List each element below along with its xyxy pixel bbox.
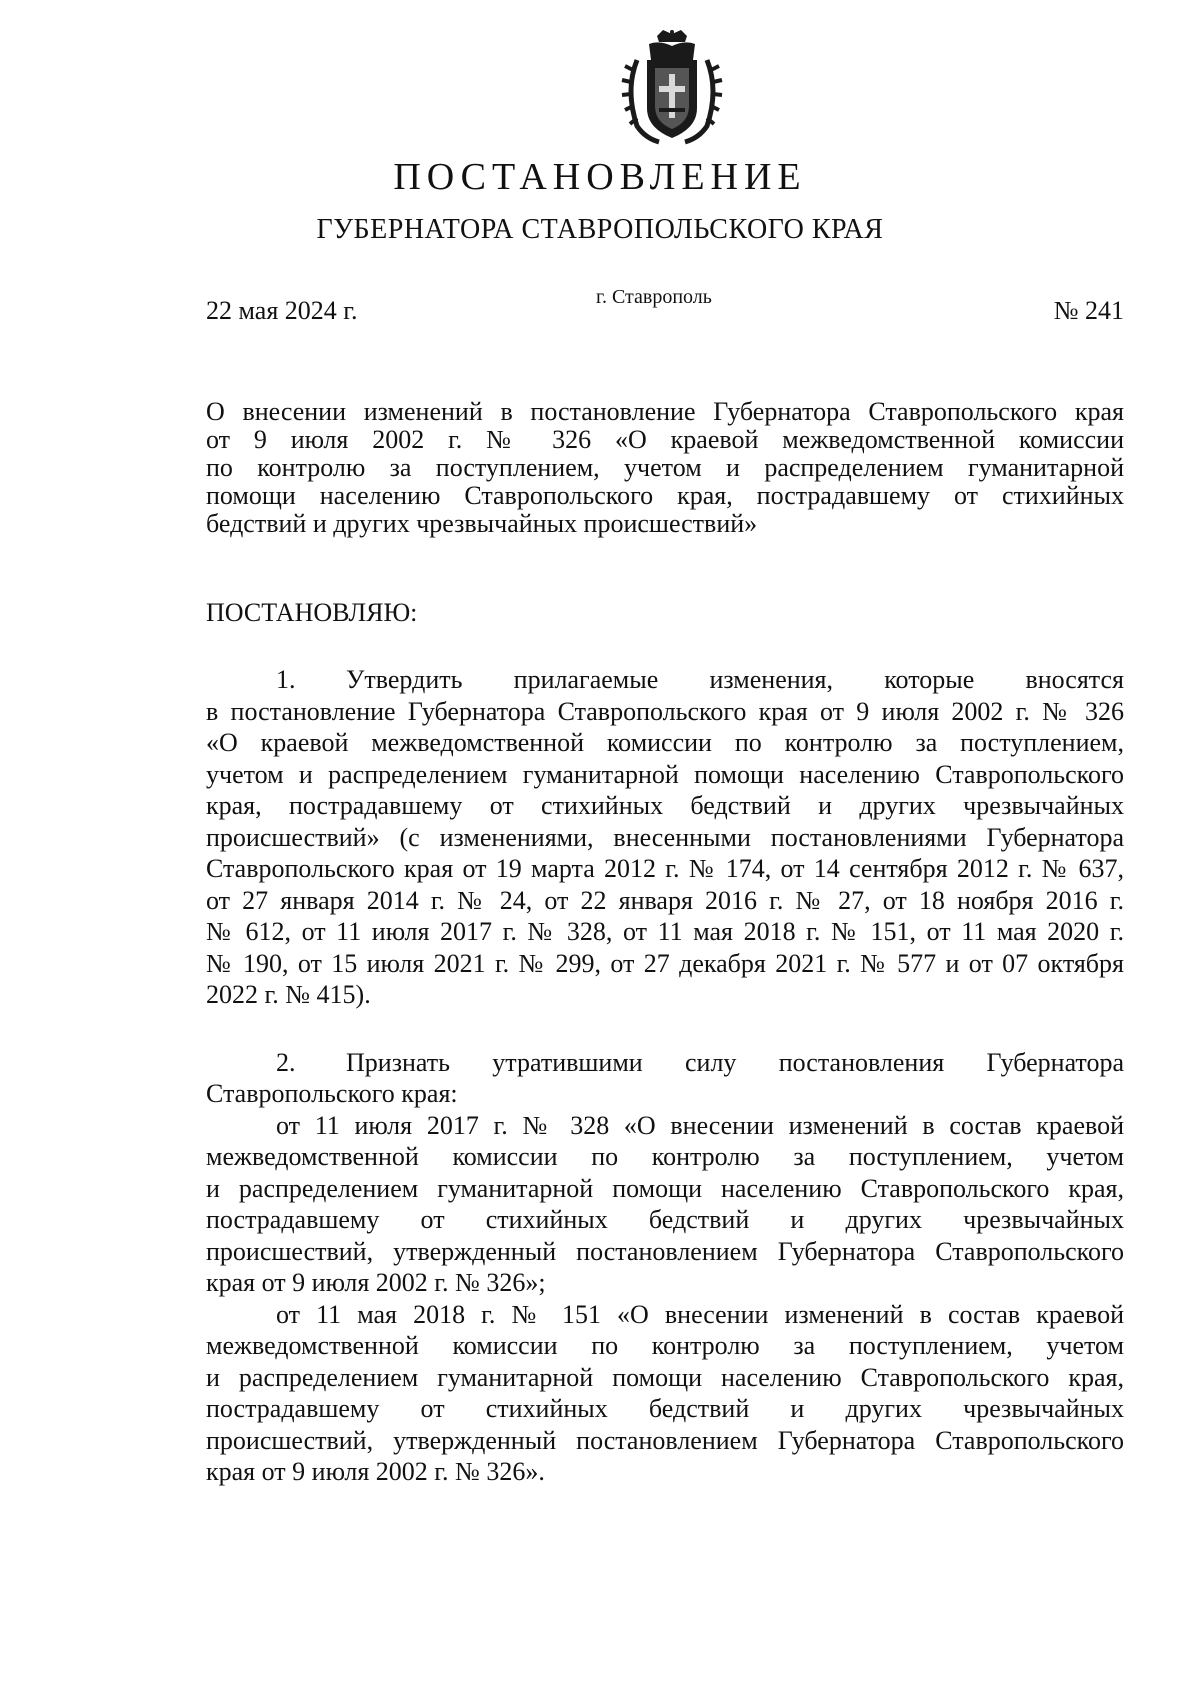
document-title: ПОСТАНОВЛЕНИЕ bbox=[393, 156, 807, 198]
item1-line: происшествий» (с изменениями, внесенными постановлениями Губернатора bbox=[206, 822, 1124, 852]
item2-line: Ставропольского края: bbox=[206, 1079, 458, 1108]
paragraph-gap bbox=[206, 1011, 1124, 1047]
item1-line: края, пострадавшему от стихийных бедствий и других чрезвычайных bbox=[206, 791, 1124, 820]
item1-line: от 27 января 2014 г. № 24, от 22 января 2016 г. № 27, от 18 ноября 2016 г. bbox=[206, 885, 1124, 915]
decree-word: ПОСТАНОВЛЯЮ: bbox=[206, 598, 418, 627]
heading-line: помощи населению Ставропольского края, пострадавшему от стихийных bbox=[206, 481, 1124, 510]
item1-line: в постановление Губернатора Ставропольского края от 9 июля 2002 г. № 326 bbox=[206, 696, 1124, 726]
document-number: № 241 bbox=[1053, 296, 1124, 325]
item2-sub-a-line: и распределением гуманитарной помощи населению Ставропольского края, bbox=[206, 1173, 1124, 1203]
item1-line: Ставропольского края от 19 марта 2012 г. № 174, от 14 сентября 2012 г. № 637, bbox=[206, 854, 1124, 883]
heading-line: бедствий и других чрезвычайных происшествий» bbox=[206, 509, 758, 538]
item2-sub-b-line: пострадавшему от стихийных бедствий и других чрезвычайных bbox=[206, 1394, 1124, 1423]
item1-line: «О краевой межведомственной комиссии по контролю за поступлением, bbox=[206, 728, 1124, 757]
item2-sub-a-line: происшествий, утвержденный постановлением Губернатора Ставропольского bbox=[206, 1236, 1124, 1266]
item1-first-line bbox=[206, 664, 1124, 696]
document-body bbox=[206, 664, 1124, 1488]
item2-first-line bbox=[206, 1047, 1124, 1079]
item2-number: 2. bbox=[276, 1047, 296, 1077]
heading-line: по контролю за поступлением, учетом и распределением гуманитарной bbox=[206, 453, 1124, 482]
item2-sub-a-line: пострадавшему от стихийных бедствий и других чрезвычайных bbox=[206, 1205, 1124, 1234]
item2-sub-b-line: края от 9 июля 2002 г. № 326». bbox=[206, 1457, 545, 1486]
document-date: 22 мая 2024 г. bbox=[206, 296, 358, 325]
item2-sub-a-line: края от 9 июля 2002 г. № 326»; bbox=[206, 1268, 546, 1297]
heading-line: от 9 июля 2002 г. № 326 «О краевой межведомственной комиссии bbox=[206, 425, 1124, 454]
item2-sub-b-line: происшествий, утвержденный постановлением Губернатора Ставропольского bbox=[206, 1425, 1124, 1455]
item1-line: № 190, от 15 июля 2021 г. № 299, от 27 декабря 2021 г. № 577 и от 07 октября bbox=[206, 948, 1124, 978]
document-heading bbox=[206, 398, 1124, 538]
item1-line: № 612, от 11 июля 2017 г. № 328, от 11 мая 2018 г. № 151, от 11 мая 2020 г. bbox=[206, 917, 1124, 946]
document-subtitle: ГУБЕРНАТОРА СТАВРОПОЛЬСКОГО КРАЯ bbox=[316, 214, 884, 245]
item2-line: Признать утратившими силу постановления Губернатора bbox=[346, 1047, 1124, 1077]
document-city: г. Ставрополь bbox=[596, 286, 712, 308]
item2-sub-b-line: и распределением гуманитарной помощи населению Ставропольского края, bbox=[206, 1362, 1124, 1392]
item2-sub-b-line: от 11 мая 2018 г. № 151 «О внесении изменений в состав краевой bbox=[276, 1299, 1124, 1329]
item1-line: 2022 г. № 415). bbox=[206, 980, 371, 1009]
item2-sub-a-line: от 11 июля 2017 г. № 328 «О внесении изменений в состав краевой bbox=[276, 1110, 1124, 1140]
item2-sub-b-line: межведомственной комиссии по контролю за поступлением, учетом bbox=[206, 1331, 1124, 1360]
item2-sub-a-line: межведомственной комиссии по контролю за поступлением, учетом bbox=[206, 1142, 1124, 1171]
item1-number: 1. bbox=[276, 665, 296, 694]
item1-line: Утвердить прилагаемые изменения, которые вносятся bbox=[346, 665, 1124, 694]
heading-line: О внесении изменений в постановление Губернатора Ставропольского края bbox=[206, 397, 1124, 426]
coat-of-arms-emblem bbox=[619, 30, 725, 148]
item1-line: учетом и распределением гуманитарной помощи населению Ставропольского bbox=[206, 759, 1124, 789]
